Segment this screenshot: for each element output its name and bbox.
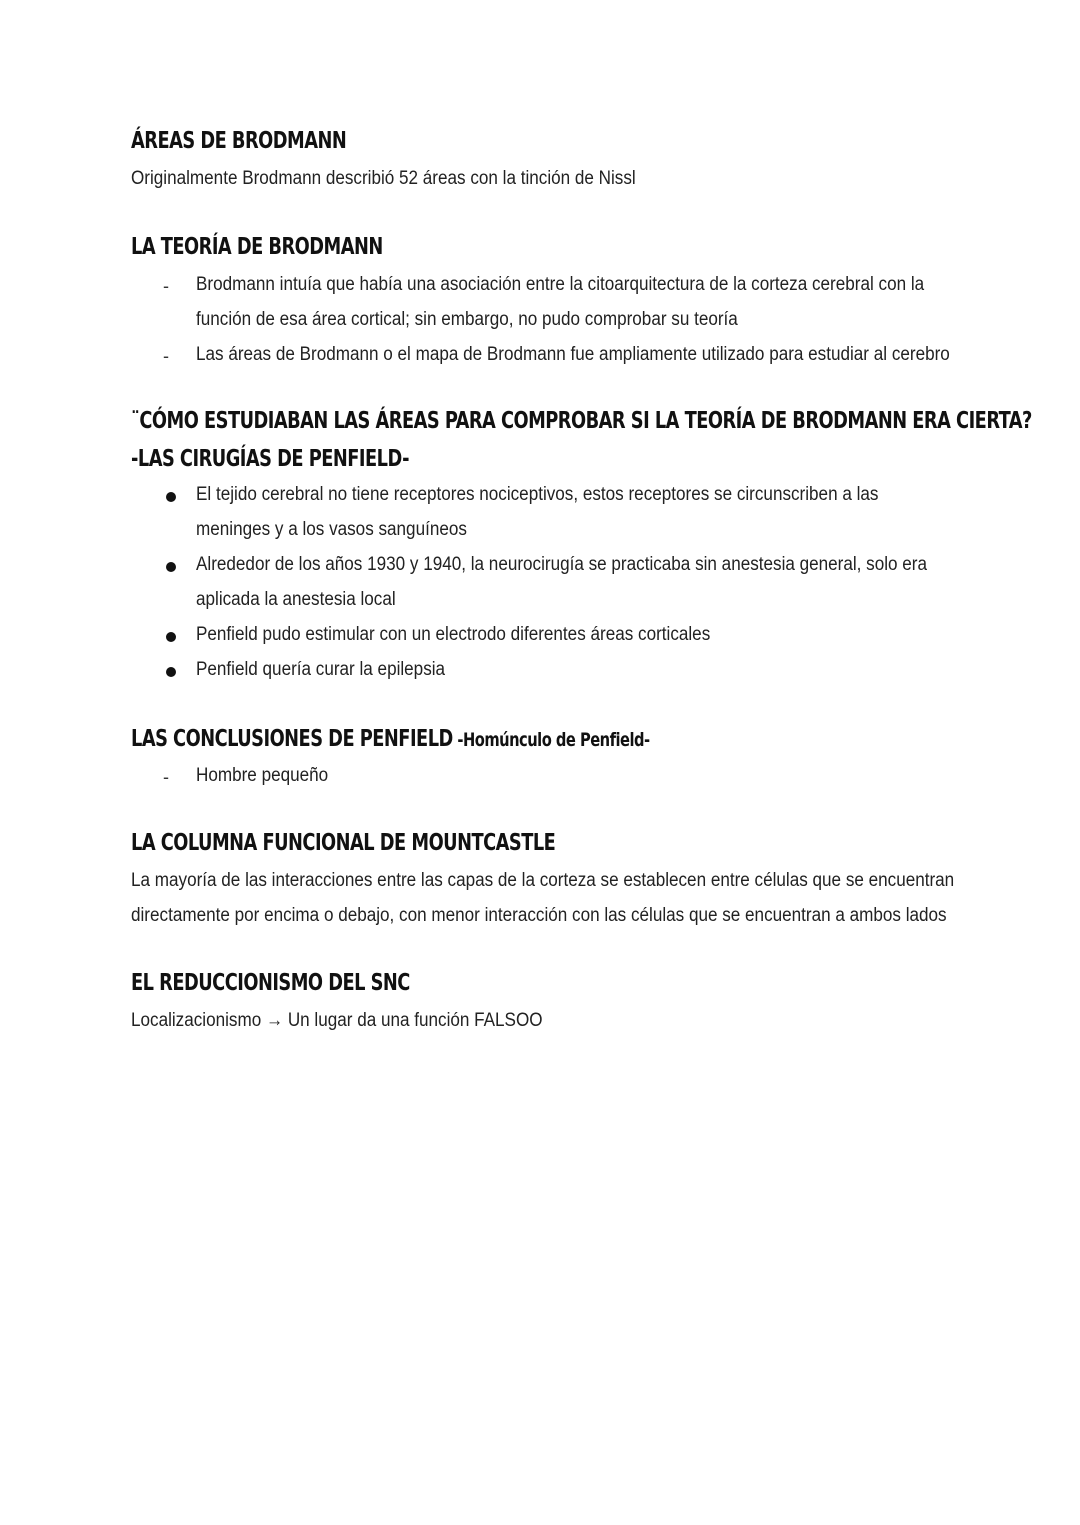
como-item-1-line-1: El tejido cerebral no tiene receptores nociceptivos, estos receptores se circunscriben a las (196, 484, 879, 505)
columna-text-line-1: La mayoría de las interacciones entre las capas de la corteza se establecen entre células que se encuentran (131, 870, 955, 891)
como-item-1-line-2: meninges y a los vasos sanguíneos (196, 519, 467, 540)
bullet-marker (166, 632, 176, 642)
dash-marker: - (163, 346, 169, 366)
areas-text: Originalmente Brodmann describió 52 áreas con la tinción de Nissl (131, 168, 636, 189)
heading-conclusiones-penfield (131, 726, 650, 752)
teoria-item-1-line-1: Brodmann intuía que había una asociación entre la citoarquitectura de la corteza cerebral con la (196, 274, 925, 295)
conclusiones-item-1: Hombre pequeño (196, 765, 329, 786)
bullet-marker (166, 492, 176, 502)
heading-como-estudiaban: ¨CÓMO ESTUDIABAN LAS ÁREAS PARA COMPROBAR SI LA TEORÍA DE BRODMANN ERA CIERTA? (131, 408, 1032, 434)
dash-marker: - (163, 767, 169, 787)
dash-marker: - (163, 276, 169, 296)
heading-areas-brodmann: ÁREAS DE BRODMANN (131, 128, 347, 154)
reduccionismo-text: Localizacionismo → Un lugar da una función FALSOO (131, 1010, 543, 1031)
conclusiones-title: LAS CONCLUSIONES DE PENFIELD (131, 726, 453, 752)
heading-columna-mountcastle: LA COLUMNA FUNCIONAL DE MOUNTCASTLE (131, 830, 556, 856)
heading-reduccionismo-snc: EL REDUCCIONISMO DEL SNC (131, 970, 410, 996)
teoria-item-2-line-1: Las áreas de Brodmann o el mapa de Brodmann fue ampliamente utilizado para estudiar al cerebro (196, 344, 950, 365)
heading-cirugias-penfield: -LAS CIRUGÍAS DE PENFIELD- (131, 446, 409, 472)
teoria-item-1-line-2: función de esa área cortical; sin embargo, no pudo comprobar su teoría (196, 309, 738, 330)
como-item-2-line-1: Alrededor de los años 1930 y 1940, la neurocirugía se practicaba sin anestesia general, solo era (196, 554, 928, 575)
bullet-marker (166, 562, 176, 572)
bullet-marker (166, 667, 176, 677)
columna-text-line-2: directamente por encima o debajo, con menor interacción con las células que se encuentran a ambos lados (131, 905, 947, 926)
heading-teoria-brodmann: LA TEORÍA DE BRODMANN (131, 234, 383, 260)
como-item-4-line-1: Penfield quería curar la epilepsia (196, 659, 446, 680)
como-item-2-line-2: aplicada la anestesia local (196, 589, 396, 610)
conclusiones-subtitle: -Homúnculo de Penfield- (452, 729, 650, 751)
como-item-3-line-1: Penfield pudo estimular con un electrodo diferentes áreas corticales (196, 624, 711, 645)
